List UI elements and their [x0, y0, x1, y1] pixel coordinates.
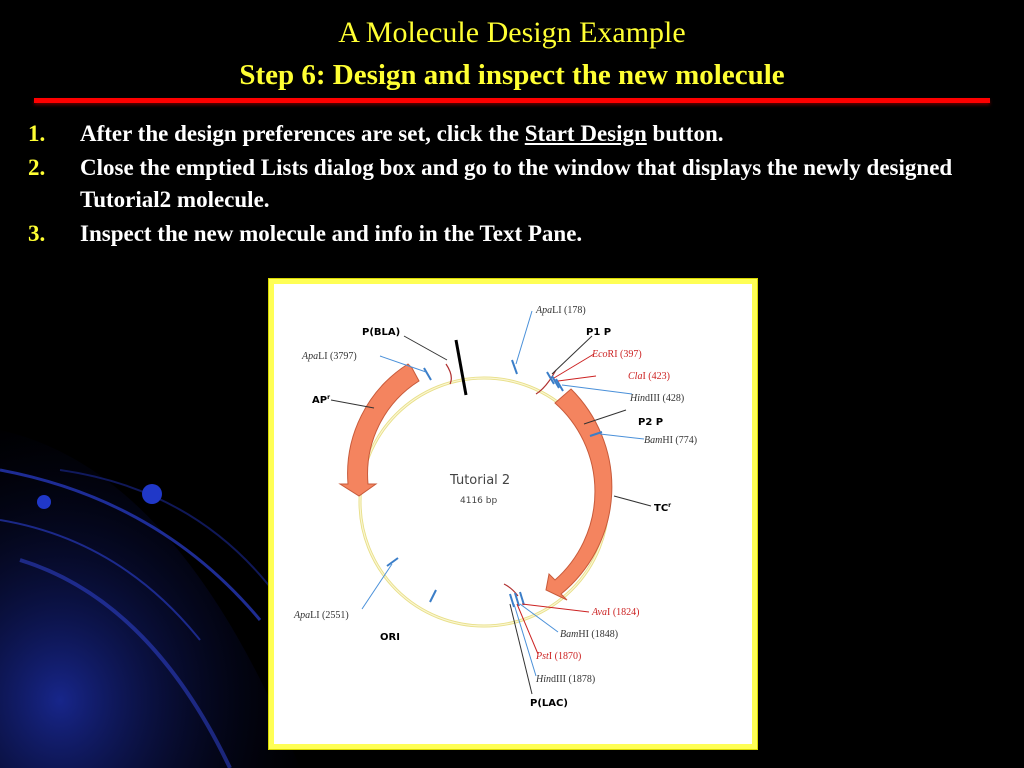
step-item [28, 218, 988, 250]
tc-resistance-arrow [546, 389, 612, 600]
site-hindiii-1878: HindIII (1878) [536, 674, 596, 685]
site-clai-423: ClaI (423) [628, 371, 670, 382]
ap-resistance-arrow [340, 364, 419, 496]
molecule-size: 4116 bp [460, 496, 498, 506]
p1p-label: P1 P [586, 327, 612, 338]
plasmid-figure-frame [268, 278, 758, 750]
molecule-name: Tutorial 2 [450, 473, 511, 488]
site-apali-2551: ApaLI (2551) [294, 610, 349, 621]
start-design-link: Start Design [524, 121, 647, 146]
steps-list [28, 118, 988, 252]
plac-label: P(LAC) [530, 698, 568, 709]
step-text: Close the emptied Lists dialog box and go to the window that displays the newly designed Tutorial2 molecule. [80, 155, 953, 212]
step-number: 3. [28, 221, 46, 246]
slide-title: A Molecule Design Example [338, 16, 686, 49]
site-ecori-397: EcoRI (397) [592, 349, 642, 360]
pbla-promoter-arrow [446, 364, 451, 384]
step-item [28, 118, 988, 150]
tc-label: $TC^r$ [654, 502, 672, 514]
step-number: 2. [28, 155, 46, 180]
step-text-tail: button. [646, 121, 724, 146]
pbla-label: P(BLA) [362, 327, 401, 338]
step-number: 1. [28, 121, 46, 146]
site-bamhi-1848: BamHI (1848) [560, 629, 619, 640]
step-text: After the design preferences are set, click the [80, 121, 525, 146]
title-divider [34, 98, 990, 103]
p2p-label: P2 P [638, 417, 664, 428]
ap-label: $AP^r$ [312, 394, 331, 406]
pbla-marker [456, 340, 466, 395]
plasmid-map [274, 284, 752, 744]
step-item [28, 152, 988, 216]
slide-subtitle: Step 6: Design and inspect the new molecule [239, 59, 785, 91]
step-text: Inspect the new molecule and info in the Text Pane. [80, 221, 583, 246]
site-apali-178: ApaLI (178) [536, 305, 586, 316]
ori-label: ORI [380, 632, 400, 643]
site-apali-3797: ApaLI (3797) [302, 351, 357, 362]
site-avai-1824: AvaI (1824) [592, 607, 640, 618]
plasmid-map-svg [274, 284, 752, 744]
site-bamhi-774: BamHI (774) [644, 435, 698, 446]
site-hindiii-428: HindIII (428) [630, 393, 685, 404]
site-psti-1870: PstI (1870) [536, 651, 582, 662]
